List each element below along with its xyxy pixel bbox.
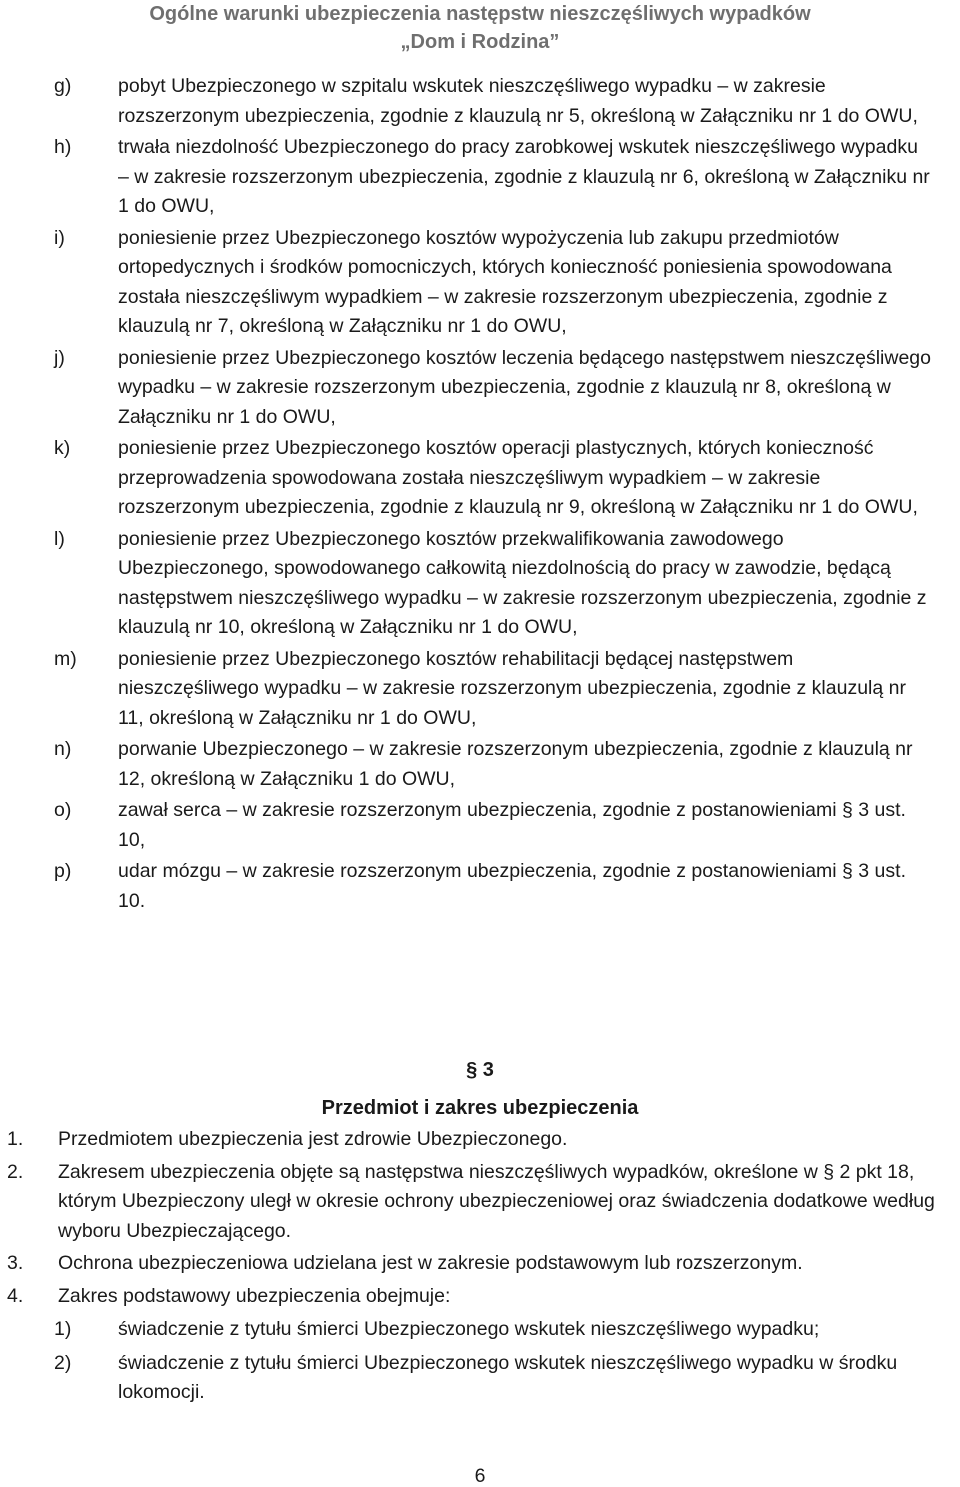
paragraph-text: Ochrona ubezpieczeniowa udzielana jest w zakresie podstawowym lub rozszerzonym.	[58, 1252, 803, 1274]
item-text: poniesienie przez Ubezpieczonego kosztów leczenia będącego następstwem nieszczęśliwego wypadku – w zakresie rozszerzonym ubezpieczenia, zgodnie z klauzulą nr 8, określoną w Załączniku nr 1 do OWU,	[118, 346, 931, 428]
paragraph	[0, 1158, 960, 1247]
item-label: o)	[54, 799, 72, 821]
item-text: poniesienie przez Ubezpieczonego kosztów przekwalifikowania zawodowego Ubezpieczonego, spowodowanego całkowitą niezdolnością do pracy w zawodzie, będącą następstwem nieszczęśliwego wypadku – w zakresie rozszerzonym ubezpieczenia, zgodnie z klauzulą nr 10, określoną w Załączniku nr 1 do OWU,	[118, 527, 927, 638]
document-subtitle: „Dom i Rodzina”	[400, 31, 560, 53]
paragraph	[0, 1125, 960, 1155]
item-label: i)	[54, 226, 65, 249]
list-item	[0, 434, 960, 523]
item-label: n)	[54, 738, 72, 760]
sub-item	[0, 1315, 960, 1345]
item-text: trwała niezdolność Ubezpieczonego do pracy zarobkowej wskutek nieszczęśliwego wypadku – w zakresie rozszerzonym ubezpieczenia, zgodnie z klauzulą nr 6, określoną w Załączniku nr 1 do OWU,	[118, 136, 930, 217]
sub-item-label: 1)	[54, 1318, 72, 1340]
sub-item-text: świadczenie z tytułu śmierci Ubezpieczonego wskutek nieszczęśliwego wypadku;	[118, 1318, 820, 1340]
paragraph	[0, 1282, 960, 1312]
clause-list	[0, 72, 960, 918]
list-item	[0, 133, 960, 222]
item-label: l)	[54, 527, 65, 550]
item-label: k)	[54, 437, 71, 459]
item-label: j)	[54, 346, 65, 369]
list-item	[0, 735, 960, 794]
list-item	[0, 796, 960, 855]
sub-item-text: świadczenie z tytułu śmierci Ubezpieczonego wskutek nieszczęśliwego wypadku w środku lokomocji.	[118, 1351, 898, 1403]
paragraph-text: Przedmiotem ubezpieczenia jest zdrowie Ubezpieczonego.	[58, 1128, 568, 1150]
paragraph-number: 1.	[7, 1128, 24, 1150]
item-text: udar mózgu – w zakresie rozszerzonym ubezpieczenia, zgodnie z postanowieniami § 3 ust. 10.	[118, 860, 906, 912]
page-number: 6	[474, 1465, 486, 1487]
section-number: § 3	[466, 1059, 494, 1081]
list-item	[0, 525, 960, 643]
item-text: poniesienie przez Ubezpieczonego kosztów wypożyczenia lub zakupu przedmiotów ortopedycznych i środków pomocniczych, których konieczność poniesienia spowodowana została nieszczęśliwym wypadkiem – w zakresie rozszerzonym ubezpieczenia, zgodnie z klauzulą nr 7, określoną w Załączniku nr 1 do OWU,	[118, 226, 892, 337]
paragraph-number: 2.	[7, 1160, 24, 1183]
paragraph-number: 3.	[7, 1252, 24, 1274]
item-label: g)	[54, 75, 72, 97]
item-label: p)	[54, 860, 72, 882]
item-label: h)	[54, 136, 72, 158]
sub-item	[0, 1349, 960, 1408]
item-text: zawał serca – w zakresie rozszerzonym ubezpieczenia, zgodnie z postanowieniami § 3 ust. 10,	[118, 799, 906, 851]
list-item	[0, 344, 960, 433]
item-text: poniesienie przez Ubezpieczonego kosztów operacji plastycznych, których konieczność przeprowadzenia spowodowana została nieszczęśliwym wypadkiem – w zakresie rozszerzonym ubezpieczenia, zgodnie z klauzulą nr 9, określoną w Załączniku nr 1 do OWU,	[118, 437, 918, 518]
list-item	[0, 224, 960, 342]
item-text: porwanie Ubezpieczonego – w zakresie rozszerzonym ubezpieczenia, zgodnie z klauzulą nr 12, określoną w Załączniku 1 do OWU,	[118, 738, 913, 790]
paragraph-text: Zakresem ubezpieczenia objęte są następstwa nieszczęśliwych wypadków, określone w § 2 pkt 18, którym Ubezpieczony uległ w okresie ochrony ubezpieczeniowej oraz świadczenia dodatkowe według wyboru Ubezpieczającego.	[58, 1160, 935, 1242]
item-text: poniesienie przez Ubezpieczonego kosztów rehabilitacji będącej następstwem nieszczęśliwego wypadku – w zakresie rozszerzonym ubezpieczenia, zgodnie z klauzulą nr 11, określoną w Załączniku nr 1 do OWU,	[118, 647, 906, 729]
paragraph-list	[0, 1125, 960, 1408]
item-label: m)	[54, 647, 77, 670]
paragraph	[0, 1249, 960, 1279]
list-item	[0, 857, 960, 916]
paragraph-text: Zakres podstawowy ubezpieczenia obejmuje:	[58, 1284, 451, 1307]
item-text: pobyt Ubezpieczonego w szpitalu wskutek nieszczęśliwego wypadku – w zakresie rozszerzonym ubezpieczenia, zgodnie z klauzulą nr 5, określoną w Załączniku nr 1 do OWU,	[118, 75, 918, 127]
section-3	[0, 1055, 960, 1412]
sub-item-label: 2)	[54, 1351, 72, 1374]
list-item	[0, 645, 960, 734]
section-title: Przedmiot i zakres ubezpieczenia	[321, 1097, 639, 1119]
document-title: Ogólne warunki ubezpieczenia następstw nieszczęśliwych wypadków	[149, 3, 811, 25]
paragraph-number: 4.	[7, 1284, 24, 1307]
list-item	[0, 72, 960, 131]
